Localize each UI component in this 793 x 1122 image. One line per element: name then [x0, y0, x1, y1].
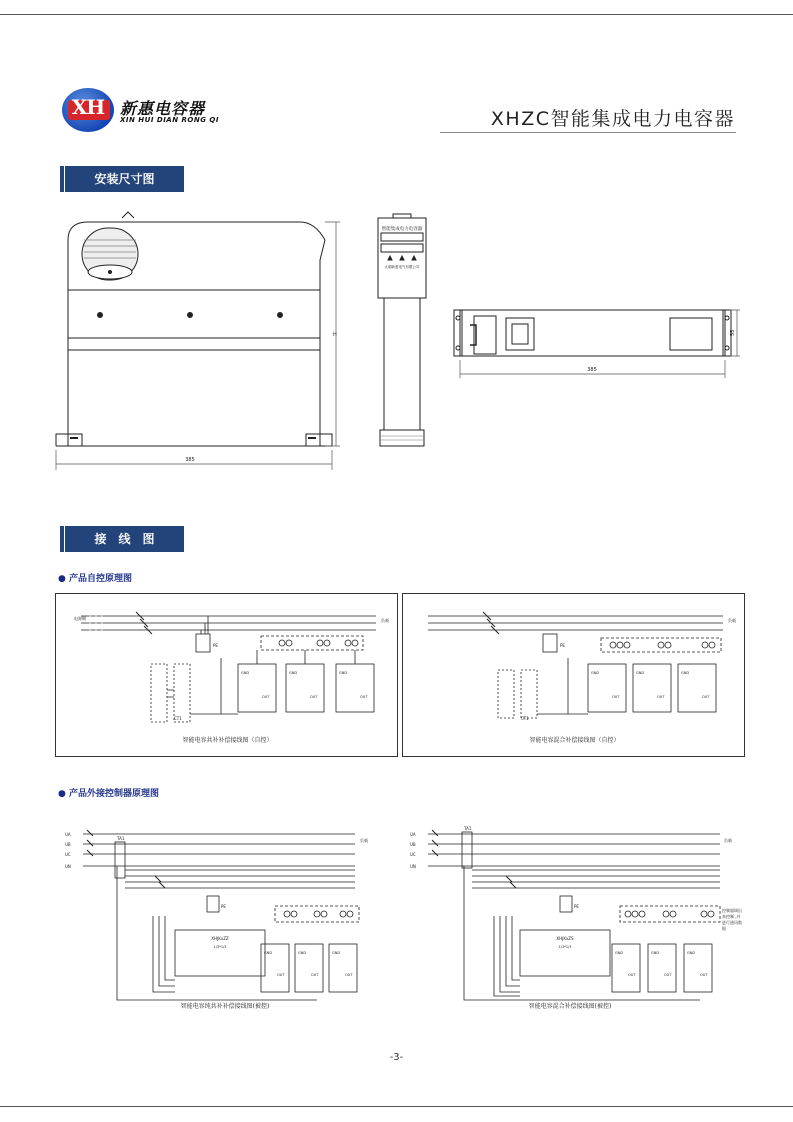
svg-text:OUT: OUT [262, 695, 270, 699]
svg-text:OUT: OUT [345, 973, 353, 977]
front-height-dim: H [333, 332, 337, 338]
svg-text:CT1: CT1 [174, 716, 182, 721]
svg-text:UC: UC [65, 852, 71, 857]
svg-text:1/3*1/3: 1/3*1/3 [213, 945, 227, 949]
front-width-dim: 385 [185, 457, 195, 463]
svg-text:GND: GND [651, 951, 660, 955]
bullet-icon: ● [58, 574, 69, 584]
auto-left-schematic [56, 594, 399, 758]
ext-left-schematic [55, 820, 395, 1016]
logo-emblem: XH [62, 88, 114, 132]
document-title: XHZC智能集成电力电容器 [490, 108, 735, 130]
title-underline [440, 132, 736, 133]
svg-text:UB: UB [65, 842, 71, 847]
svg-text:负载: 负载 [360, 838, 368, 843]
svg-text:UA: UA [410, 832, 416, 837]
svg-text:TA1: TA1 [117, 836, 125, 841]
subheading-auto: ● 产品自控原理图 [58, 574, 133, 584]
rail-width-dim: 385 [587, 367, 597, 373]
caption-auto-right: 智能电容混合补偿接线图（自控） [529, 737, 620, 744]
module-maker: 太湖新惠电气有限公司 [384, 265, 420, 269]
auto-right-schematic [403, 594, 746, 758]
logo-name-cn: 新惠电容器 [120, 99, 206, 118]
svg-text:GND: GND [264, 951, 273, 955]
diagram-auto-left [55, 593, 398, 757]
svg-text:UC: UC [410, 852, 416, 857]
svg-text:UB: UB [410, 842, 416, 847]
bottom-rule [0, 1106, 793, 1107]
svg-text:负载: 负载 [724, 838, 732, 843]
svg-text:负载: 负载 [381, 618, 389, 623]
ext-right-schematic [400, 820, 745, 1016]
svg-text:1/3*1/3: 1/3*1/3 [558, 945, 572, 949]
caption-auto-left: 智能电容共补补偿接线图（自控） [182, 737, 273, 744]
svg-text:UN: UN [65, 864, 71, 869]
svg-text:OUT: OUT [277, 973, 285, 977]
page-number: -3- [389, 1052, 404, 1063]
svg-text:OUT: OUT [628, 973, 636, 977]
svg-text:负载: 负载 [728, 618, 736, 623]
svg-text:GND: GND [241, 671, 250, 675]
svg-text:GND: GND [289, 671, 298, 675]
rail-height-dim: 55 [730, 329, 736, 336]
svg-text:OUT: OUT [664, 973, 672, 977]
subheading-external: ● 产品外接控制器原理图 [58, 789, 160, 799]
svg-text:UA: UA [65, 832, 71, 837]
svg-text:TA1: TA1 [464, 826, 472, 831]
svg-text:OUT: OUT [702, 695, 710, 699]
bullet-icon: ● [58, 789, 69, 799]
section-tag-wiring: 接 线 图 [65, 526, 184, 552]
svg-text:UN: UN [410, 864, 416, 869]
svg-text:XHJKxZZ: XHJKxZZ [211, 936, 229, 941]
svg-text:GND: GND [687, 951, 696, 955]
diagram-auto-right [402, 593, 745, 757]
svg-text:GND: GND [615, 951, 624, 955]
svg-text:GND: GND [332, 951, 341, 955]
svg-text:GND: GND [339, 671, 348, 675]
svg-text:OUT: OUT [311, 973, 319, 977]
module-label: 智能集成电力电容器 [381, 227, 423, 232]
svg-text:GND: GND [298, 951, 307, 955]
svg-text:OUT: OUT [612, 695, 620, 699]
svg-text:CT1: CT1 [521, 716, 529, 721]
svg-text:OUT: OUT [657, 695, 665, 699]
svg-text:PE: PE [560, 643, 565, 648]
caption-ext-right: 智能电容混合补偿接线图(被控) [528, 1003, 612, 1010]
logo-name-en: XIN HUI DIAN RONG QI [120, 116, 219, 124]
caption-ext-left: 智能电容纯共补补偿接线图(被控) [180, 1003, 270, 1010]
company-logo [62, 88, 242, 132]
svg-text:PE: PE [574, 904, 579, 909]
section-tag-install: 安装尺寸图 [65, 166, 184, 192]
top-rule [0, 14, 793, 15]
svg-text:GND: GND [636, 671, 645, 675]
svg-text:GND: GND [591, 671, 600, 675]
note-ext-right: 控制器调出来控制 ,并进行通讯数据 [722, 908, 742, 931]
svg-text:XHJKxZS: XHJKxZS [556, 936, 574, 941]
svg-text:OUT: OUT [360, 695, 368, 699]
diagram-ext-right [400, 820, 745, 1016]
svg-text:PE: PE [213, 643, 218, 648]
diagram-ext-left [55, 820, 395, 1016]
svg-text:PE: PE [221, 904, 226, 909]
svg-text:电源侧: 电源侧 [74, 616, 86, 621]
svg-text:GND: GND [681, 671, 690, 675]
install-drawing [40, 200, 740, 480]
svg-text:OUT: OUT [700, 973, 708, 977]
svg-text:OUT: OUT [310, 695, 318, 699]
